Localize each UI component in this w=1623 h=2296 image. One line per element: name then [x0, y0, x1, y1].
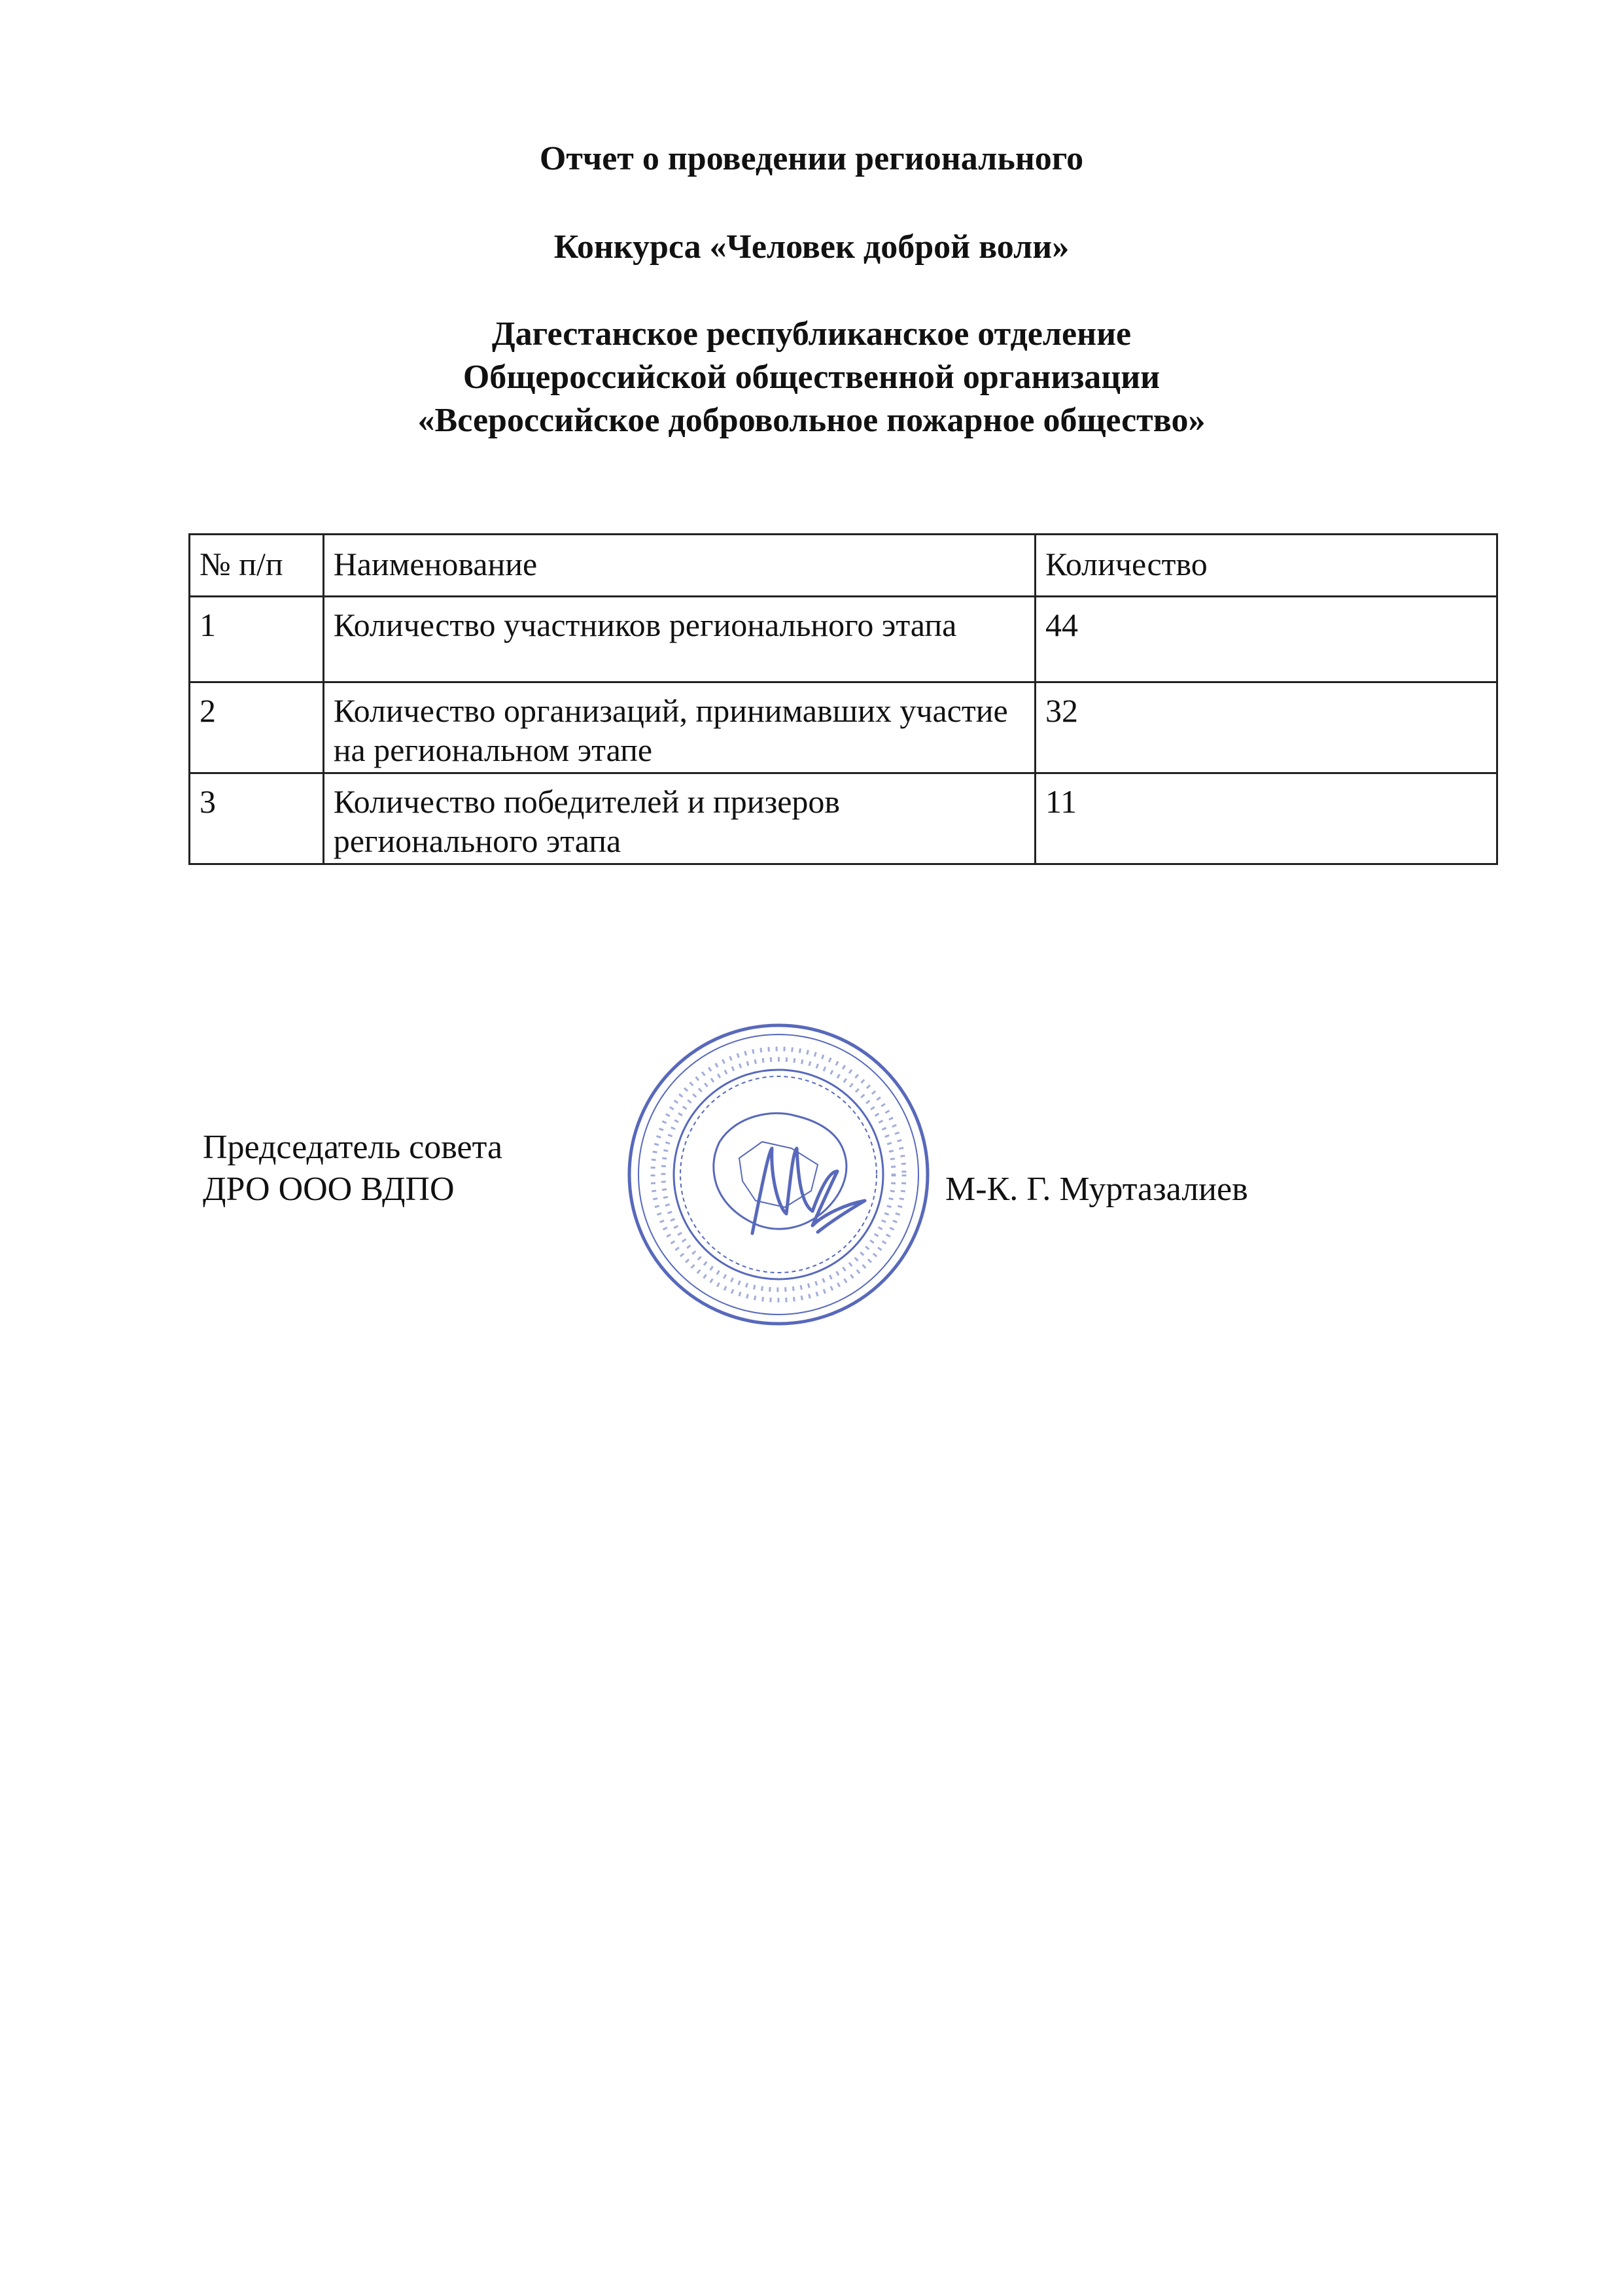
table-row [190, 682, 1497, 773]
header-name: Наименование [323, 535, 1035, 597]
row-name: Количество организаций, принимавших участие на региональном этапе [323, 682, 1035, 773]
report-table [188, 533, 1498, 865]
title-line-1: Отчет о проведении регионального [539, 140, 1084, 177]
stamp-dotted-ring [680, 1076, 877, 1273]
organization-title [0, 313, 1623, 442]
org-line-3: «Всероссийское добровольное пожарное общество» [417, 402, 1206, 439]
official-stamp-icon [621, 1017, 935, 1332]
row-num: 1 [190, 597, 324, 682]
stamp-emblem-outline [714, 1113, 846, 1229]
org-line-2: Общероссийской общественной организации [462, 359, 1161, 396]
row-qty: 32 [1035, 682, 1497, 773]
table-header-row [190, 535, 1497, 597]
table-row [190, 597, 1497, 682]
report-title [0, 137, 1623, 181]
row-name: Количество победителей и призеров регионального этапа [323, 773, 1035, 864]
stamp-text-band [653, 1049, 904, 1300]
contest-title [0, 226, 1623, 269]
role-line-2: ДРО ООО ВДПО [203, 1171, 455, 1208]
handwritten-signature [752, 1148, 865, 1233]
header-qty: Количество [1035, 535, 1497, 597]
table-row [190, 773, 1497, 864]
header-num: № п/п [190, 535, 324, 597]
row-qty: 44 [1035, 597, 1497, 682]
title-line-2: Конкурса «Человек доброй воли» [553, 228, 1070, 266]
stamp-middle-ring [674, 1070, 883, 1279]
row-qty: 11 [1035, 773, 1497, 864]
signatory-name: М-К. Г. Муртазалиев [945, 1171, 1248, 1208]
row-num: 2 [190, 682, 324, 773]
org-line-1: Дагестанское республиканское отделение [491, 315, 1132, 353]
row-name: Количество участников регионального этапа [323, 597, 1035, 682]
row-num: 3 [190, 773, 324, 864]
signatory-role [203, 1127, 502, 1210]
role-line-1: Председатель совета [203, 1129, 503, 1166]
